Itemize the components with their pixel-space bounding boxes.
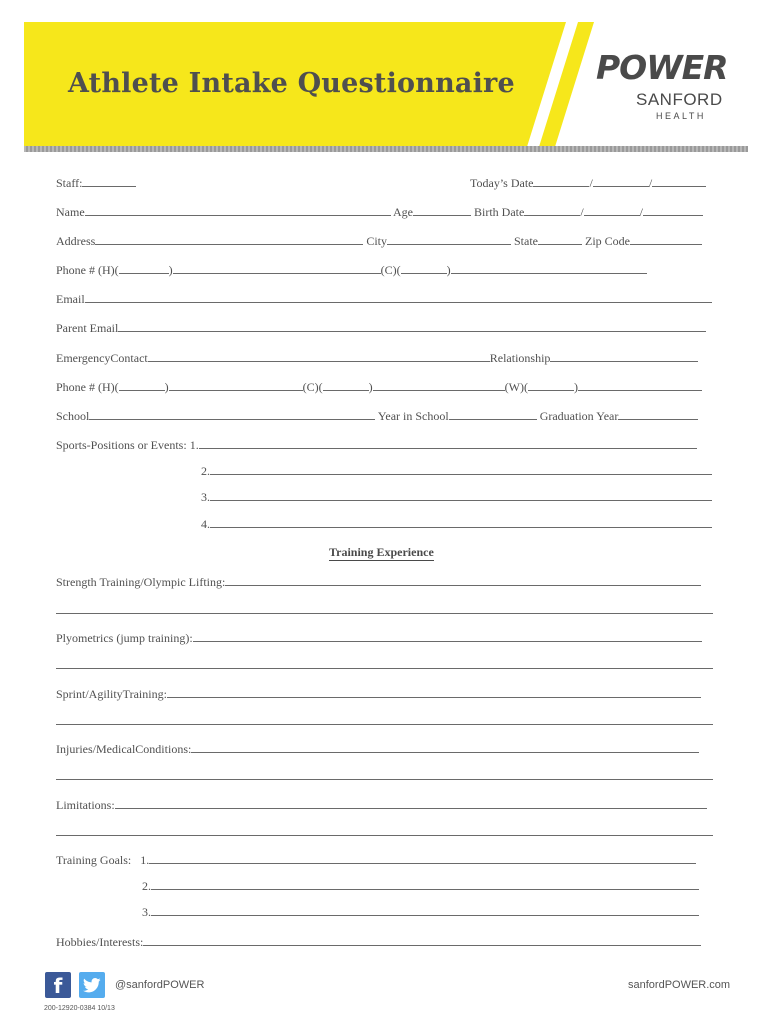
website-link[interactable]: sanfordPOWER.com: [628, 979, 731, 991]
sports-number: 3.: [201, 490, 210, 504]
school-field[interactable]: [89, 408, 375, 420]
year-in-school-label: Year in School: [377, 409, 449, 423]
limitations-extra-line[interactable]: [56, 835, 713, 836]
health-logo: HEALTH: [656, 111, 706, 121]
goals-number: 1.: [140, 853, 150, 867]
school-row: [56, 408, 698, 424]
phone-home-area-field[interactable]: [119, 262, 169, 274]
injuries-label: Injuries/MedicalConditions:: [56, 742, 192, 756]
city-label: City: [366, 234, 387, 248]
birth-date-label: Birth Date: [474, 205, 525, 219]
emergency-phone-home-area-field[interactable]: [119, 379, 165, 391]
strength-field[interactable]: [225, 574, 701, 586]
parent-email-field[interactable]: [118, 320, 706, 332]
limitations-field[interactable]: [115, 797, 707, 809]
zip-field[interactable]: [630, 233, 702, 245]
date-separator: /: [589, 176, 593, 190]
goals-number: 3.: [142, 905, 151, 919]
birth-month-field[interactable]: [524, 204, 580, 216]
todays-date-month-field[interactable]: [533, 175, 589, 187]
twitter-icon[interactable]: [79, 972, 105, 998]
parent-email-label: Parent Email: [56, 321, 119, 335]
zip-label: Zip Code: [585, 234, 630, 248]
hobbies-row: [56, 934, 701, 950]
name-field[interactable]: [85, 204, 391, 216]
emergency-phone-work-area-field[interactable]: [528, 379, 574, 391]
emergency-phone-work-field[interactable]: [578, 379, 702, 391]
date-separator: /: [639, 205, 644, 219]
sports-field-3[interactable]: [210, 489, 712, 501]
paren-close: ): [573, 380, 578, 394]
strength-row: [56, 574, 701, 590]
injuries-row: [56, 741, 699, 757]
staff-label: Staff:: [56, 176, 83, 190]
injuries-field[interactable]: [191, 741, 699, 753]
relationship-label: Relationship: [489, 351, 551, 365]
todays-date-label: Today’s Date: [470, 176, 534, 190]
emergency-phone-home-field[interactable]: [169, 379, 303, 391]
address-label: Address: [56, 234, 96, 248]
limitations-row: [56, 797, 707, 813]
name-row: [56, 204, 703, 220]
twitter-bird-glyph: [83, 978, 101, 993]
sports-field-4[interactable]: [210, 516, 712, 528]
sports-row-4: [201, 516, 712, 532]
address-row: [56, 233, 702, 249]
todays-date-day-field[interactable]: [593, 175, 649, 187]
goals-field-1[interactable]: [149, 852, 696, 864]
page-title: Athlete Intake Questionnaire: [68, 68, 515, 99]
staff-field[interactable]: [82, 175, 136, 187]
email-label: Email: [56, 292, 85, 306]
sprint-field[interactable]: [167, 686, 701, 698]
phone-home-label: Phone # (H)(: [56, 263, 119, 277]
emergency-phone-work-label: (W)(: [504, 380, 528, 394]
paren-close: ): [164, 380, 169, 394]
school-label: School: [56, 409, 90, 423]
emergency-phone-cell-area-field[interactable]: [323, 379, 369, 391]
sports-row-3: [201, 489, 712, 505]
emergency-row: [56, 350, 698, 366]
email-field[interactable]: [85, 291, 712, 303]
sanford-logo: SANFORD: [636, 90, 723, 109]
sports-field-2[interactable]: [210, 463, 712, 475]
sports-label: Sports-Positions or Events:: [56, 438, 187, 452]
training-experience-heading: Training Experience: [329, 545, 434, 559]
todays-date-year-field[interactable]: [652, 175, 706, 187]
emergency-contact-label: EmergencyContact: [56, 351, 148, 365]
name-label: Name: [56, 205, 85, 219]
year-in-school-field[interactable]: [449, 408, 537, 420]
emergency-phone-home-label: Phone # (H)(: [56, 380, 119, 394]
goals-field-3[interactable]: [151, 904, 699, 916]
emergency-contact-field[interactable]: [148, 350, 490, 362]
plyometrics-row: [56, 630, 702, 646]
phone-cell-field[interactable]: [451, 262, 647, 274]
paren-close: ): [368, 380, 373, 394]
state-label: State: [514, 234, 538, 248]
phone-cell-label: (C)(: [380, 263, 401, 277]
sprint-label: Sprint/AgilityTraining:: [56, 687, 167, 701]
hobbies-label: Hobbies/Interests:: [56, 935, 144, 949]
parent-email-row: [56, 320, 706, 336]
goals-row-1: [56, 852, 696, 868]
staff-row: [56, 175, 136, 191]
phone-cell-area-field[interactable]: [401, 262, 447, 274]
age-field[interactable]: [413, 204, 471, 216]
birth-year-field[interactable]: [643, 204, 703, 216]
sprint-extra-line[interactable]: [56, 724, 713, 725]
hobbies-field[interactable]: [143, 934, 701, 946]
goals-row-2: [142, 878, 699, 894]
sports-number: 2.: [201, 464, 210, 478]
graduation-year-label: Graduation Year: [539, 409, 619, 423]
paren-close: ): [168, 263, 173, 277]
sports-row-1: [56, 437, 697, 453]
sports-number: 4.: [201, 517, 210, 531]
state-field[interactable]: [538, 233, 582, 245]
strength-label: Strength Training/Olympic Lifting:: [56, 575, 226, 589]
facebook-icon[interactable]: f: [45, 972, 71, 998]
date-separator: /: [580, 205, 584, 219]
graduation-year-field[interactable]: [618, 408, 698, 420]
birth-day-field[interactable]: [584, 204, 640, 216]
sprint-row: [56, 686, 701, 702]
goals-label: Training Goals:: [56, 853, 132, 867]
emergency-phone-cell-label: (C)(: [302, 380, 323, 394]
goals-row-3: [142, 904, 699, 920]
date-separator: /: [648, 176, 653, 190]
goals-number: 2.: [142, 879, 151, 893]
address-field[interactable]: [95, 233, 363, 245]
sports-field-1[interactable]: [199, 437, 697, 449]
sports-row-2: [201, 463, 712, 479]
age-label: Age: [393, 205, 413, 219]
phone-row: [56, 262, 647, 278]
social-handle[interactable]: @sanfordPOWER: [115, 979, 205, 991]
paren-close: ): [446, 263, 451, 277]
phone-home-field[interactable]: [173, 262, 381, 274]
plyometrics-field[interactable]: [193, 630, 702, 642]
injuries-extra-line[interactable]: [56, 779, 713, 780]
document-number: 200-12920-0384 10/13: [44, 1005, 115, 1012]
plyometrics-label: Plyometrics (jump training):: [56, 631, 193, 645]
relationship-field[interactable]: [550, 350, 698, 362]
plyometrics-extra-line[interactable]: [56, 668, 713, 669]
todays-date-row: [470, 175, 706, 191]
header-gray-bar: [24, 146, 748, 152]
goals-field-2[interactable]: [151, 878, 699, 890]
strength-extra-line[interactable]: [56, 613, 713, 614]
limitations-label: Limitations:: [56, 798, 115, 812]
emergency-phone-cell-field[interactable]: [373, 379, 505, 391]
header-banner: [24, 22, 748, 152]
city-field[interactable]: [387, 233, 511, 245]
sports-number: 1.: [189, 438, 199, 452]
emergency-phone-row: [56, 379, 702, 395]
email-row: [56, 291, 712, 307]
power-logo: POWER: [596, 48, 728, 87]
